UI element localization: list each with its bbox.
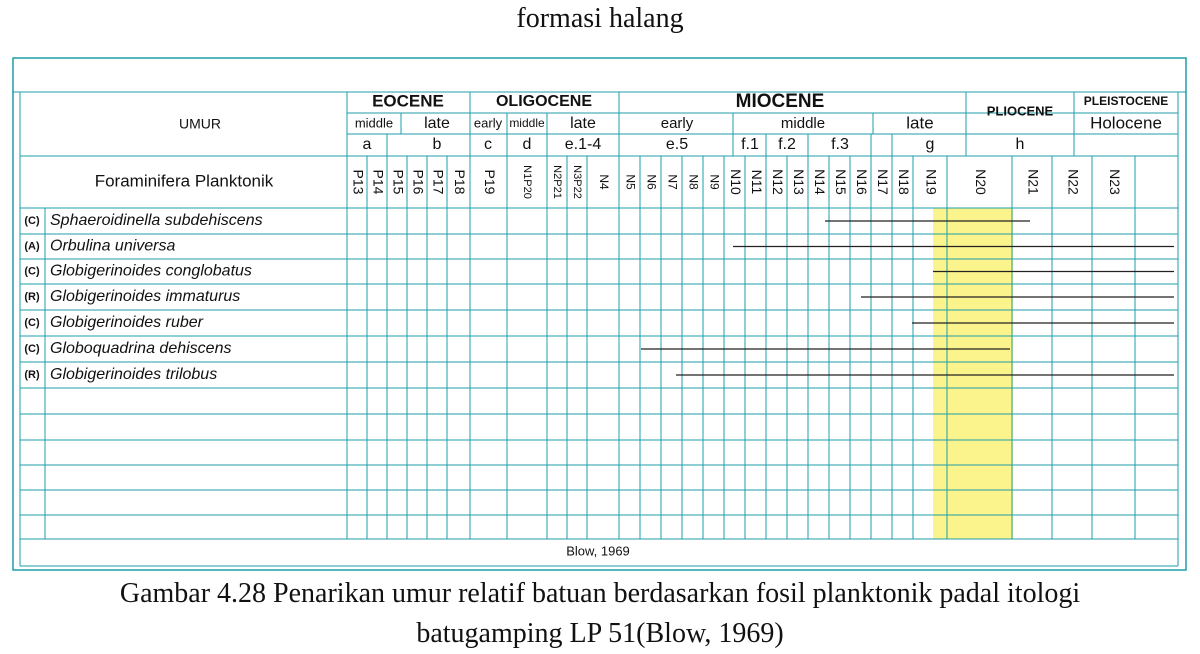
epoch-label: OLIGOCENE	[495, 93, 593, 111]
subdivision-label: late	[570, 115, 596, 133]
letter-label: e.1-4	[564, 136, 602, 154]
subdivision-label: middle	[354, 115, 394, 131]
zone-label: N21	[1025, 169, 1042, 195]
abundance-label: (A)	[24, 240, 40, 253]
species-name: Globoquadrina dehiscens	[50, 340, 232, 358]
zone-label: N1P20	[521, 165, 534, 199]
zone-label: N2P21	[551, 165, 564, 199]
epoch-label: PLEISTOCENE	[1083, 94, 1169, 109]
subdivision-label: early	[473, 115, 503, 131]
abundance-label: (C)	[24, 265, 40, 278]
zone-label: P14	[370, 169, 387, 195]
subdivision-label: middle	[780, 114, 826, 132]
zone-label: P16	[410, 169, 427, 195]
letter-label: b	[432, 136, 442, 154]
caption-line-2: batugamping LP 51(Blow, 1969)	[416, 618, 784, 649]
umur-label: UMUR	[179, 115, 221, 132]
highlight-band	[933, 208, 1013, 539]
zone-label: N3P22	[571, 165, 584, 199]
species-name: Globigerinoides conglobatus	[50, 262, 252, 280]
caption-line-1: Gambar 4.28 Penarikan umur relatif batuan berdasarkan fosil planktonik padal itologi	[119, 578, 1081, 609]
source-label: Blow, 1969	[566, 543, 630, 559]
zone-label: N7	[665, 174, 680, 190]
letter-label: c	[484, 136, 492, 154]
letter-label: f.1	[741, 136, 759, 154]
zone-label: N4	[596, 174, 611, 190]
subdivision-label: late	[424, 115, 450, 133]
letter-label: g	[925, 136, 935, 154]
subdivision-label: middle	[509, 116, 545, 131]
subdivision-label: Holocene	[1090, 113, 1162, 133]
zone-label: P13	[350, 169, 367, 195]
epoch-label: EOCENE	[372, 91, 444, 111]
species-name: Orbulina universa	[50, 237, 176, 255]
epoch-label: PLIOCENE	[986, 103, 1054, 119]
abundance-label: (R)	[24, 368, 40, 381]
zone-label: P15	[390, 169, 407, 195]
letter-label: e.5	[665, 136, 689, 154]
zone-label: N18	[895, 169, 912, 195]
abundance-label: (C)	[24, 342, 40, 355]
letter-label: a	[362, 136, 372, 154]
letter-label: h	[1015, 136, 1025, 154]
abundance-label: (C)	[24, 214, 40, 227]
epoch-label: MIOCENE	[735, 91, 825, 113]
foraminifera-label: Foraminifera Planktonik	[94, 171, 274, 191]
species-name: Sphaeroidinella subdehiscens	[50, 212, 263, 230]
species-name: Globigerinoides immaturus	[50, 288, 241, 306]
zone-label: N9	[707, 174, 722, 190]
abundance-label: (C)	[24, 316, 40, 329]
zone-label: N12	[769, 169, 786, 195]
header-text: formasi halang	[516, 3, 684, 34]
letter-label: f.2	[778, 136, 796, 154]
zone-label: N19	[923, 169, 940, 195]
zone-label: N15	[832, 169, 849, 195]
species-name: Globigerinoides trilobus	[50, 366, 218, 384]
zone-label: P19	[481, 169, 498, 195]
zone-label: N14	[811, 169, 828, 195]
zone-label: N5	[623, 174, 638, 190]
zone-label: P17	[430, 169, 447, 195]
zone-label: N10	[727, 169, 744, 195]
zone-label: N20	[972, 169, 989, 195]
letter-label: f.3	[831, 136, 849, 154]
subdivision-label: early	[660, 114, 694, 132]
subdivision-label: late	[906, 113, 934, 133]
zone-label: N16	[853, 169, 870, 195]
zone-label: N13	[790, 169, 807, 195]
zone-label: P18	[451, 169, 468, 195]
zone-label: N11	[748, 169, 765, 195]
species-name: Globigerinoides ruber	[50, 314, 203, 332]
zone-label: N23	[1106, 169, 1123, 195]
letter-label: d	[522, 136, 532, 154]
figure-caption	[0, 574, 1200, 654]
zone-label: N6	[644, 174, 659, 190]
abundance-label: (R)	[24, 290, 40, 303]
zone-label: N17	[874, 169, 891, 195]
zone-label: N22	[1065, 169, 1082, 195]
zone-label: N8	[686, 174, 701, 190]
